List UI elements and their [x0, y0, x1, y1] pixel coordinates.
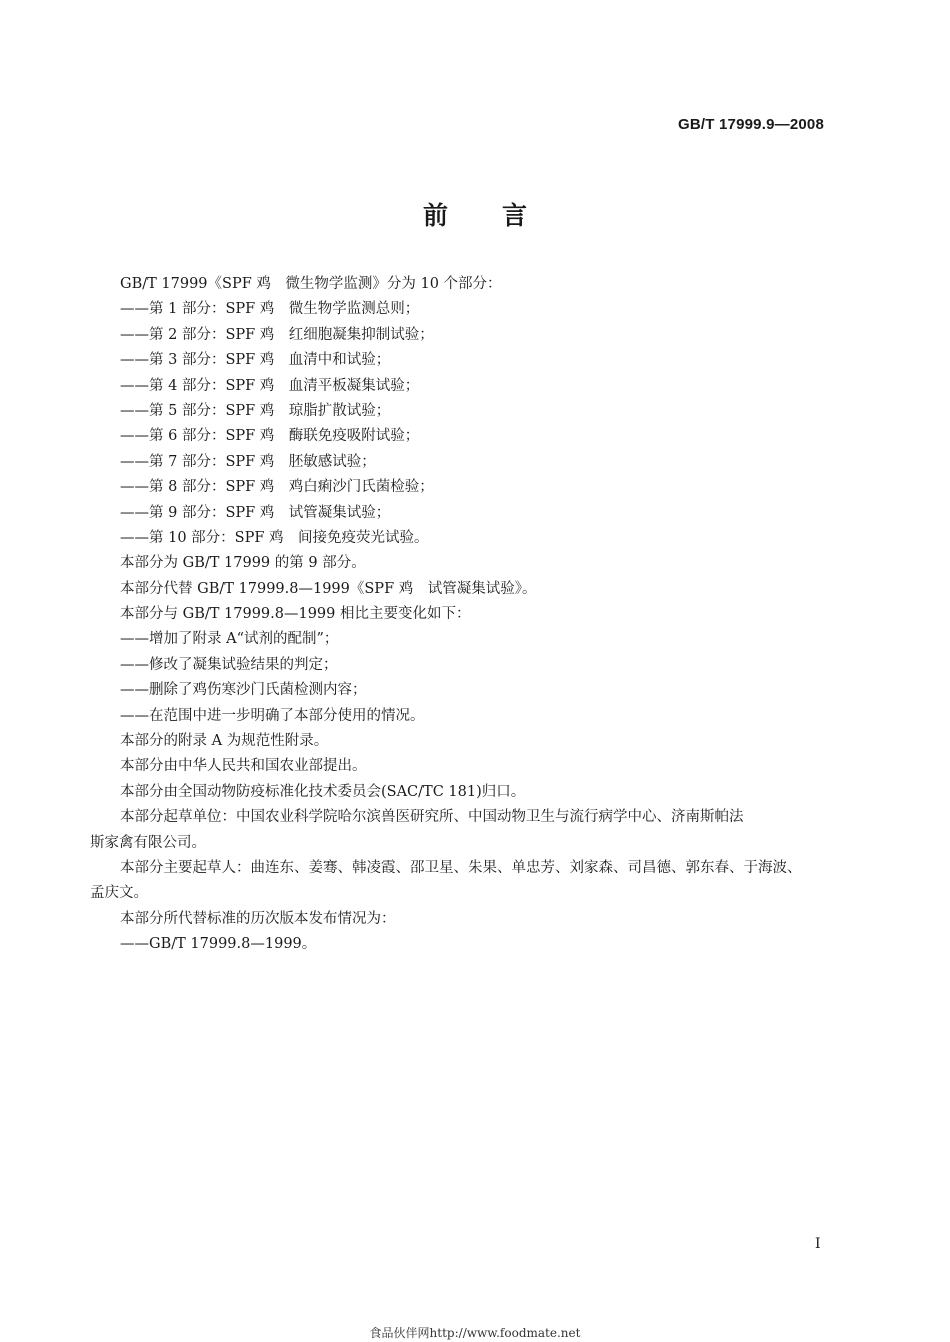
- standard-code: GB/T 17999.9—2008: [678, 116, 824, 133]
- list-item: ——修改了凝集试验结果的判定；: [120, 656, 338, 673]
- history-item: ——GB/T 17999.8—1999。: [120, 936, 317, 953]
- list-item: ——删除了鸡伤寒沙门氏菌检测内容；: [120, 682, 367, 699]
- paragraph-line: 本部分由中华人民共和国农业部提出。: [120, 758, 367, 775]
- history-intro: 本部分所代替标准的历次版本发布情况为：: [120, 910, 396, 927]
- drafting-units-line: 本部分起草单位：中国农业科学院哈尔滨兽医研究所、中国动物卫生与流行病学中心、济南斯帕法: [120, 809, 744, 826]
- list-item: ——第 7 部分：SPF 鸡 胚敏感试验；: [120, 453, 376, 470]
- list-item: ——第 5 部分：SPF 鸡 琼脂扩散试验；: [120, 402, 391, 419]
- list-item: ——在范围中进一步明确了本部分使用的情况。: [120, 707, 425, 724]
- drafters-line: 本部分主要起草人：曲连东、姜骞、韩凌霞、邵卫星、朱果、单忠芳、刘家森、司昌德、郭东春、于海波、: [120, 859, 802, 876]
- paragraph-line: 本部分代替 GB/T 17999.8—1999《SPF 鸡 试管凝集试验》。: [120, 580, 537, 597]
- paragraph-line: 本部分的附录 A 为规范性附录。: [120, 733, 329, 750]
- list-item: ——第 10 部分：SPF 鸡 间接免疫荧光试验。: [120, 529, 429, 546]
- drafters-line: 孟庆文。: [90, 885, 148, 902]
- foreword-body: [90, 272, 840, 958]
- list-item: ——第 1 部分：SPF 鸡 微生物学监测总则；: [120, 301, 420, 318]
- list-item: ——第 3 部分：SPF 鸡 血清中和试验；: [120, 352, 391, 369]
- list-item: ——第 4 部分：SPF 鸡 血清平板凝集试验；: [120, 377, 420, 394]
- drafting-units-line: 斯家禽有限公司。: [90, 834, 206, 851]
- list-item: ——第 2 部分：SPF 鸡 红细胞凝集抑制试验；: [120, 326, 434, 343]
- paragraph-line: 本部分与 GB/T 17999.8—1999 相比主要变化如下：: [120, 606, 471, 623]
- list-item: ——第 6 部分：SPF 鸡 酶联免疫吸附试验；: [120, 428, 420, 445]
- paragraph-line: GB/T 17999《SPF 鸡 微生物学监测》分为 10 个部分：: [120, 276, 502, 292]
- list-item: ——增加了附录 A“试剂的配制”；: [120, 631, 339, 648]
- paragraph-line: 本部分由全国动物防疫标准化技术委员会(SAC/TC 181)归口。: [120, 783, 526, 800]
- page-number: I: [815, 1236, 821, 1252]
- list-item: ——第 8 部分：SPF 鸡 鸡白痢沙门氏菌检验；: [120, 479, 434, 496]
- page-title: 前言: [422, 201, 581, 230]
- list-item: ——第 9 部分：SPF 鸡 试管凝集试验；: [120, 504, 391, 521]
- paragraph-line: 本部分为 GB/T 17999 的第 9 部分。: [120, 555, 366, 572]
- watermark: 食品伙伴网http://www.foodmate.net: [369, 1326, 581, 1340]
